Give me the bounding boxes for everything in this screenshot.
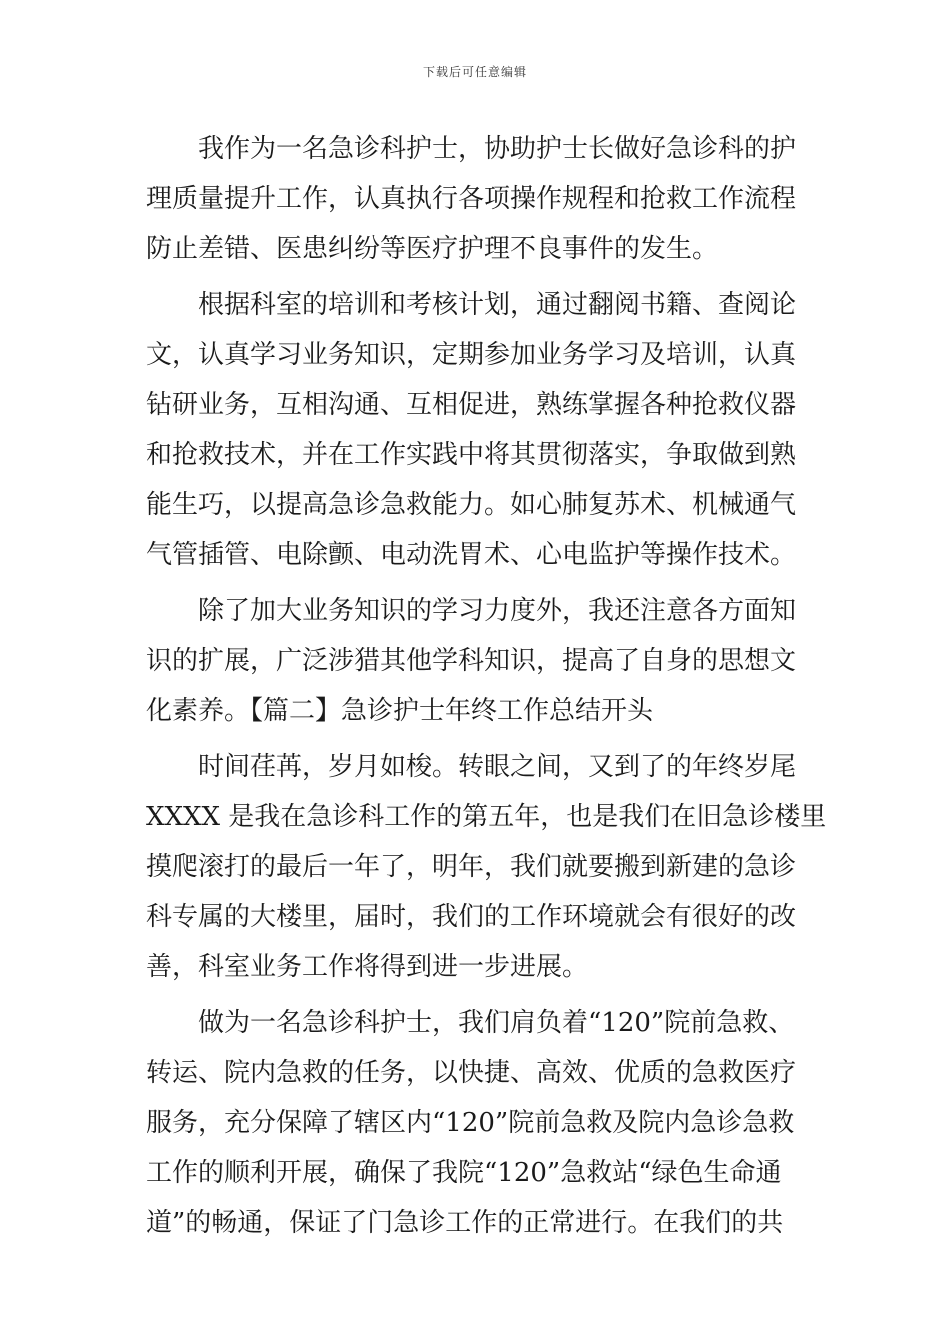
- paragraph-1: [146, 124, 816, 274]
- paragraph-line: 文，认真学习业务知识，定期参加业务学习及培训，认真: [146, 340, 797, 370]
- paragraph-line: 道”的畅通，保证了门急诊工作的正常进行。在我们的共: [146, 1208, 784, 1238]
- paragraph-3: [146, 586, 816, 736]
- paragraph-2: [146, 280, 816, 580]
- paragraph-line: 科专属的大楼里，届时，我们的工作环境就会有很好的改: [146, 902, 797, 932]
- paragraph-line: 和抢救技术，并在工作实践中将其贯彻落实，争取做到熟: [146, 440, 797, 470]
- paragraph-line: 服务，充分保障了辖区内“120”院前急救及院内急诊急救: [146, 1108, 795, 1138]
- paragraph-line: 化素养。【篇二】急诊护士年终工作总结开头: [146, 696, 654, 726]
- paragraph-5: [146, 998, 816, 1248]
- paragraph-4: [146, 742, 827, 992]
- paragraph-line: 气管插管、电除颤、电动洗胃术、心电监护等操作技术。: [146, 540, 797, 570]
- paragraph-line: 防止差错、医患纠纷等医疗护理不良事件的发生。: [146, 234, 719, 264]
- paragraph-line: 做为一名急诊科护士，我们肩负着“120”院前急救、: [198, 1008, 795, 1038]
- paragraph-line: 除了加大业务知识的学习力度外，我还注意各方面知: [198, 596, 797, 626]
- paragraph-line: 理质量提升工作，认真执行各项操作规程和抢救工作流程: [146, 184, 797, 214]
- paragraph-line: 工作的顺利开展，确保了我院“120”急救站“绿色生命通: [146, 1158, 782, 1188]
- paragraph-line: 摸爬滚打的最后一年了，明年，我们就要搬到新建的急诊: [146, 852, 797, 882]
- document-body: [146, 124, 827, 1254]
- paragraph-line: 钻研业务，互相沟通、互相促进，熟练掌握各种抢救仪器: [146, 390, 797, 420]
- page-header: 下载后可任意编辑: [422, 65, 527, 79]
- paragraph-line: 时间荏苒，岁月如梭。转眼之间，又到了的年终岁尾: [198, 752, 797, 782]
- paragraph-line: 识的扩展，广泛涉猎其他学科知识，提高了自身的思想文: [146, 646, 797, 676]
- paragraph-line: 根据科室的培训和考核计划，通过翻阅书籍、查阅论: [198, 290, 797, 320]
- paragraph-line: 我作为一名急诊科护士，协助护士长做好急诊科的护: [198, 134, 797, 164]
- paragraph-line: XXXX 是我在急诊科工作的第五年，也是我们在旧急诊楼里: [146, 802, 827, 832]
- paragraph-line: 能生巧，以提高急诊急救能力。如心肺复苏术、机械通气: [146, 490, 797, 520]
- paragraph-line: 转运、院内急救的任务，以快捷、高效、优质的急救医疗: [146, 1058, 797, 1088]
- paragraph-line: 善，科室业务工作将得到进一步进展。: [146, 952, 589, 982]
